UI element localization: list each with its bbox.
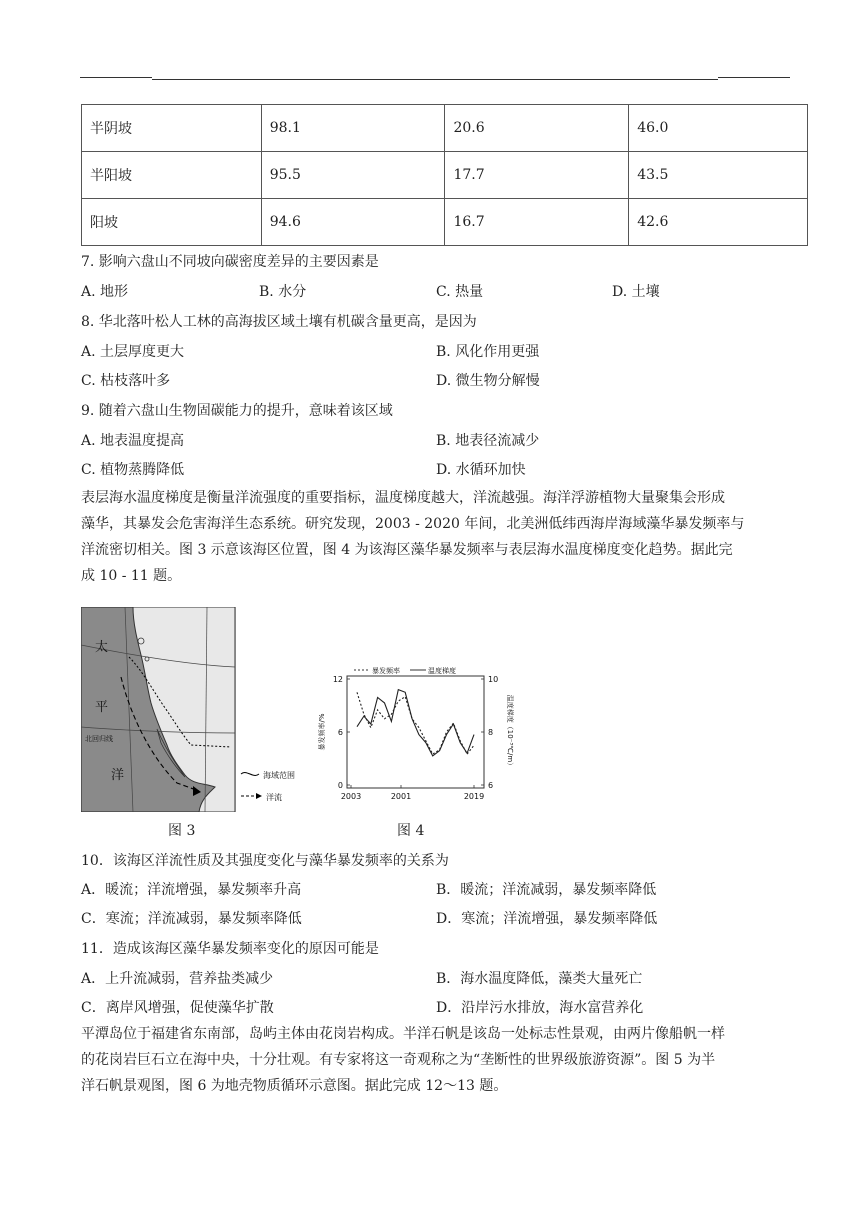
table-cell: 半阴坡 — [82, 105, 262, 152]
y2-tick-label: 10 — [488, 675, 499, 684]
x-tick-label: 2001 — [390, 792, 412, 801]
passage-line: 的花岗岩巨石立在海中央，十分壮观。有专家将这一奇观称之为“垄断性的世界级旅游资源”。图 5 为半 — [81, 1052, 716, 1068]
table-cell: 95.5 — [261, 152, 445, 199]
table-cell: 17.7 — [445, 152, 629, 199]
table-cell: 半阳坡 — [82, 152, 262, 199]
q10-option-a[interactable]: A．暖流；洋流增强，暴发频率升高 — [81, 882, 302, 898]
header-rule-left — [80, 77, 152, 78]
header-rule-right — [718, 77, 790, 78]
q9-option-b[interactable]: B. 地表径流减少 — [436, 433, 540, 449]
q9-stem: 9. 随着六盘山生物固碳能力的提升，意味着该区域 — [81, 403, 393, 419]
table-cell: 43.5 — [629, 152, 808, 199]
map-label-tai: 太 — [95, 640, 109, 655]
figure-3-caption: 图 3 — [168, 823, 196, 839]
figure-4-chart — [318, 660, 516, 810]
y-tick-label: 6 — [337, 728, 343, 737]
q10-option-d[interactable]: D．寒流；洋流增强，暴发频率降低 — [436, 911, 658, 927]
table-cell: 94.6 — [261, 199, 445, 246]
table-cell: 42.6 — [629, 199, 808, 246]
passage-line: 洋流密切相关。图 3 示意该海区位置，图 4 为该海区藻华暴发频率与表层海水温度梯度变化趋势。据此完 — [81, 542, 733, 558]
map-label-ping: 平 — [95, 700, 109, 715]
table-row — [82, 152, 808, 199]
header-rule-mid — [152, 79, 718, 80]
island — [145, 657, 149, 661]
q8-option-a[interactable]: A. 土层厚度更大 — [81, 344, 185, 360]
q7-stem: 7. 影响六盘山不同坡向碳密度差异的主要因素是 — [81, 254, 379, 270]
table-cell: 20.6 — [445, 105, 629, 152]
q10-stem: 10．该海区洋流性质及其强度变化与藻华暴发频率的关系为 — [81, 853, 449, 869]
x-tick-label: 2019 — [463, 792, 485, 801]
y2-tick-label: 6 — [488, 781, 494, 790]
q11-option-d[interactable]: D．沿岸污水排放，海水富营养化 — [436, 1000, 644, 1016]
plot-frame — [347, 676, 484, 788]
passage-1 — [81, 485, 811, 589]
q7-option-a[interactable]: A. 地形 — [81, 284, 129, 300]
q11-stem: 11．造成该海区藻华暴发频率变化的原因可能是 — [81, 941, 379, 957]
figure-3-map — [81, 607, 321, 812]
legend-sea-area-label: 海域范围 — [263, 771, 295, 780]
legend-current-label: 洋流 — [266, 793, 282, 802]
y-tick-label: 12 — [332, 675, 343, 684]
slope-carbon-table — [81, 104, 808, 246]
q11-option-a[interactable]: A．上升流减弱，营养盐类减少 — [81, 971, 274, 987]
map-label-tropic: 北回归线 — [85, 735, 113, 743]
legend-freq-label: 暴发频率 — [372, 667, 400, 675]
table-cell: 98.1 — [261, 105, 445, 152]
island — [138, 638, 144, 644]
table-cell: 阳坡 — [82, 199, 262, 246]
x-tick-label: 2003 — [340, 792, 362, 801]
q10-option-c[interactable]: C．寒流；洋流减弱，暴发频率降低 — [81, 911, 302, 927]
map-label-yang: 洋 — [111, 768, 125, 783]
right-axis-label: 温度梯度（10⁻³℃/m） — [506, 694, 514, 770]
table-cell: 16.7 — [445, 199, 629, 246]
q9-option-a[interactable]: A. 地表温度提高 — [81, 433, 185, 449]
q10-option-b[interactable]: B．暖流；洋流减弱，暴发频率降低 — [436, 882, 657, 898]
q9-option-c[interactable]: C. 植物蒸腾降低 — [81, 462, 185, 478]
passage-line: 表层海水温度梯度是衡量洋流强度的重要指标，温度梯度越大，洋流越强。海洋浮游植物大量聚集会形成 — [81, 490, 725, 506]
q8-stem: 8. 华北落叶松人工林的高海拔区域土壤有机碳含量更高，是因为 — [81, 314, 477, 330]
q7-option-c[interactable]: C. 热量 — [436, 284, 484, 300]
legend-grad-label: 温度梯度 — [428, 667, 456, 675]
q8-option-d[interactable]: D. 微生物分解慢 — [436, 373, 540, 389]
table-cell: 46.0 — [629, 105, 808, 152]
q11-option-b[interactable]: B．海水温度降低，藻类大量死亡 — [436, 971, 643, 987]
passage-2 — [81, 1021, 811, 1099]
q7-option-b[interactable]: B. 水分 — [259, 284, 307, 300]
legend-current-arrow — [256, 793, 262, 799]
passage-line: 成 10 - 11 题。 — [81, 568, 182, 584]
q11-option-c[interactable]: C．离岸风增强，促使藻华扩散 — [81, 1000, 274, 1016]
table-row — [82, 199, 808, 246]
series-line-gradient — [357, 690, 474, 756]
passage-line: 平潭岛位于福建省东南部，岛屿主体由花岗岩构成。半洋石帆是该岛一处标志性景观，由两片像船帆一样 — [81, 1026, 725, 1042]
legend-sea-area-symbol — [241, 773, 259, 776]
passage-line: 洋石帆景观图，图 6 为地壳物质循环示意图。据此完成 12～13 题。 — [81, 1078, 508, 1094]
q8-option-c[interactable]: C. 枯枝落叶多 — [81, 373, 171, 389]
passage-line: 藻华，其暴发会危害海洋生态系统。研究发现，2003 - 2020 年间，北美洲低纬西海岸海域藻华暴发频率与 — [81, 516, 745, 532]
q9-option-d[interactable]: D. 水循环加快 — [436, 462, 526, 478]
table-row — [82, 105, 808, 152]
series-line-frequency — [357, 692, 474, 754]
figure-4-caption: 图 4 — [397, 823, 425, 839]
q7-option-d[interactable]: D. 土壤 — [612, 284, 660, 300]
q8-option-b[interactable]: B. 风化作用更强 — [436, 344, 540, 360]
y2-tick-label: 8 — [488, 728, 494, 737]
left-axis-label: 暴发频率/% — [318, 713, 326, 751]
y-tick-label: 0 — [337, 781, 343, 790]
